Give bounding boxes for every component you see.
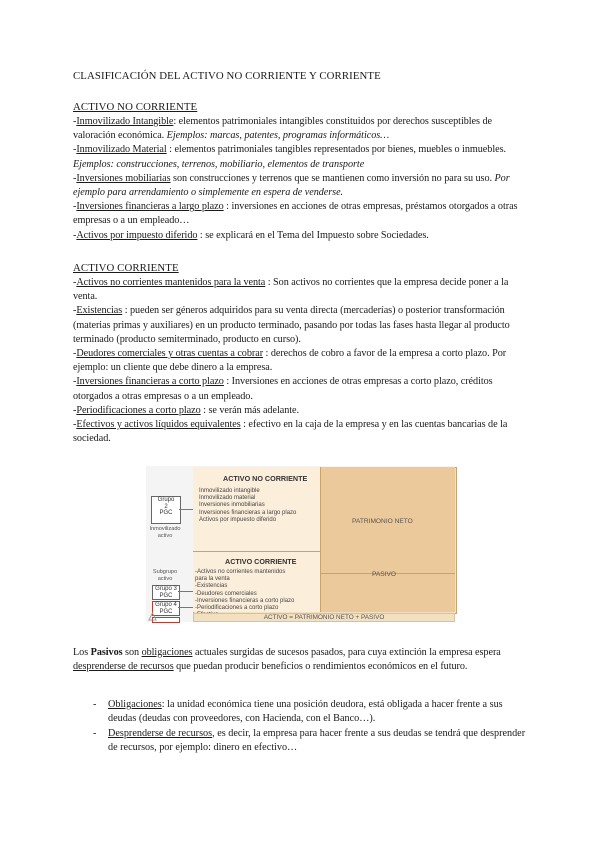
anc-item: -Inversiones financieras a largo plazo : inversiones en acciones de otras empresas, préstamos otorgados a otras empresas o a un empleado…	[73, 201, 518, 227]
pasivos-paragraph: Los Pasivos son obligaciones actuales surgidas de sucesos pasados, para cuya extinción la empresa espera desprenderse de recursos que puedan producir beneficios o rendimientos económicos en el futuro.	[73, 647, 501, 673]
anc-term: Inmovilizado Material	[76, 144, 167, 156]
ac-term: Efectivos y activos líquidos equivalentes	[76, 419, 241, 431]
ac-term: Activos no corrientes mantenidos para la venta	[76, 277, 266, 288]
figure-group2-box: Grupo 2 PGC	[151, 496, 181, 524]
figure-connector	[178, 591, 193, 592]
figure-corner-icon	[148, 612, 157, 621]
ac-item: -Periodificaciones a corto plazo : se verán más adelante.	[73, 404, 299, 416]
figure-connector	[178, 607, 193, 608]
anc-item: -Inversiones mobiliarias son construcciones y terrenos que se mantienen como inversión no para su uso. Por ejemplo para arrendamiento o simplemente en espera de venderse.	[73, 172, 510, 199]
ac-term: Inversiones financieras a corto plazo	[76, 376, 224, 388]
pasivos-bullet: - Desprenderse de recursos, es decir, la empresa para hacer frente a sus deudas se tendrá que desprender de recursos, por ejemplo: dinero en efectivo…	[93, 728, 526, 754]
anc-list	[73, 115, 528, 243]
figure-pasivo-box	[321, 574, 455, 612]
bullet-term: Obligaciones	[108, 699, 162, 710]
ac-item: -Existencias : pueden ser géneros adquiridos para su venta directa (mercaderías) o posterior transformación (materias primas y auxiliares) en un producto terminado, pasando por todas las fases hasta llegar al producto terminado (producto semiterminado, producto en curso).	[73, 305, 510, 345]
anc-item: -Inmovilizado Intangible: elementos patrimoniales intangibles constituidos por derechos susceptibles de valoración económica. Ejemplos: marcas, patentes, programas informáticos…	[73, 116, 492, 142]
bullet-term: Desprenderse de recursos	[108, 728, 213, 739]
ac-item: -Efectivos y activos líquidos equivalentes : efectivo en la caja de la empresa y en las cuentas bancarias de la sociedad.	[73, 419, 508, 445]
anc-item: -Activos por impuesto diferido : se explicará en el Tema del Impuesto sobre Sociedades.	[73, 229, 429, 241]
ac-item: -Deudores comerciales y otras cuentas a cobrar : derechos de cobro a favor de la empresa a corto plazo. Por ejemplo: un cliente que debe dinero a la empresa.	[73, 348, 507, 374]
pasivos-bullet: - Obligaciones: la unidad económica tiene una posición deudora, está obligada a hacer frente a sus deudas (deudas con proveedores, con Hacienda, con el Banco…).	[93, 699, 503, 725]
figure-anc-items: Inmovilizado intangible Inmovilizado material Inversiones inmobiliarias Inversiones financieras a largo plazo Activos por impuesto diferido	[199, 488, 297, 523]
ac-list	[73, 276, 528, 446]
pasivos-term: Pasivos	[90, 647, 123, 658]
desprenderse-term: desprenderse de recursos	[73, 661, 174, 673]
figure-side-note-1: Inmovilizado activo	[149, 526, 181, 539]
figure-connector	[179, 509, 193, 510]
obligaciones-term: obligaciones	[141, 647, 193, 658]
anc-term: Inversiones mobiliarias	[76, 172, 171, 184]
ac-term: Periodificaciones a corto plazo	[76, 404, 201, 416]
balance-figure	[146, 466, 454, 622]
page-title: CLASIFICACIÓN DEL ACTIVO NO CORRIENTE Y CORRIENTE	[73, 70, 381, 82]
ac-term: Deudores comerciales y otras cuentas a cobrar	[76, 348, 264, 360]
figure-ac-title: ACTIVO CORRIENTE	[225, 557, 297, 566]
anc-item: -Inmovilizado Material : elementos patrimoniales tangibles representados por bienes, muebles o inmuebles. Ejemplos: construcciones, terrenos, mobiliario, elementos de transporte	[73, 144, 506, 170]
anc-term: Activos por impuesto diferido	[76, 229, 198, 241]
heading-activo-no-corriente: ACTIVO NO CORRIENTE	[73, 101, 198, 113]
ac-item: -Inversiones financieras a corto plazo : Inversiones en acciones de otras empresas a corto plazo, créditos otorgados a otras empresas o a un empleado.	[73, 376, 493, 402]
ac-term: Existencias	[76, 305, 123, 317]
anc-term: Inmovilizado Intangible	[76, 116, 174, 127]
figure-pasivo-label: PASIVO	[372, 571, 397, 578]
figure-equation: ACTIVO = PATRIMONIO NETO + PASIVO	[193, 613, 455, 622]
figure-ac-items: -Activos no corrientes mantenidos para la venta -Existencias -Deudores comerciales -Inversiones financieras a corto plazo -Periodificaciones a corto plazo	[195, 569, 295, 612]
figure-group3-box: Grupo 3 PGC	[152, 585, 180, 600]
anc-term: Inversiones financieras a largo plazo	[76, 201, 224, 213]
heading-activo-corriente: ACTIVO CORRIENTE	[73, 262, 179, 274]
figure-pn-label: PATRIMONIO NETO	[352, 518, 413, 525]
figure-side-note-2: Subgrupo activo	[152, 569, 178, 582]
figure-group4-box: Grupo 4 PGC	[152, 601, 180, 616]
ac-item: -Activos no corrientes mantenidos para la venta : Son activos no corrientes que la empresa decide poner a la venta.	[73, 277, 509, 303]
figure-anc-title: ACTIVO NO CORRIENTE	[223, 474, 308, 483]
